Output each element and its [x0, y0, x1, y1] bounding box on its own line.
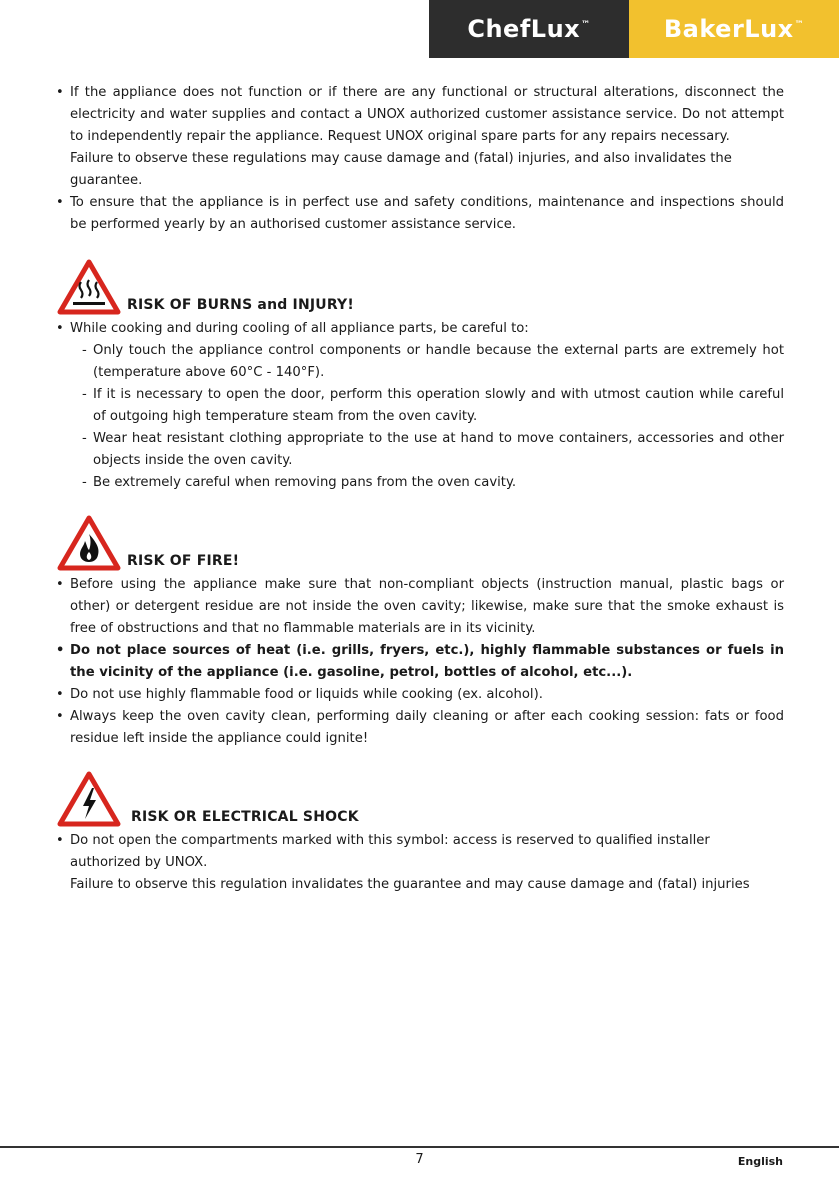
sub-item [56, 428, 784, 472]
dash-marker: - [82, 387, 87, 402]
page-number: 7 [415, 1152, 424, 1167]
list-item [56, 574, 784, 640]
footer-divider [0, 1146, 839, 1148]
paragraph: • Before using the appliance make sure that non-compliant objects (instruction manual, plastic bags or other) or detergent residue are not inside the oven cavity; likewise, make sure that the smoke exhaust is free of obstructions and that no flammable materials are in its vicinity. [70, 577, 784, 636]
language-label: English [737, 1155, 783, 1168]
list-item [56, 706, 784, 750]
fire-warning-icon [56, 514, 122, 572]
list-item [56, 318, 784, 340]
dash-marker: - [82, 475, 87, 490]
sub-item-text: Only touch the appliance control components or handle because the external parts are extremely hot (temperature above 60°C - 140°F). [93, 343, 784, 380]
burns-heading: RISK OF BURNS and INJURY! [127, 297, 354, 313]
electrical-shock-warning-icon [56, 770, 122, 828]
paragraph: Failure to observe this regulation invalidates the guarantee and may cause damage and (fatal) injuries [70, 877, 750, 892]
paragraph: Failure to observe these regulations may cause damage and (fatal) injuries, and also invalidates the guarantee. [70, 151, 732, 188]
paragraph: • While cooking and during cooling of all appliance parts, be careful to: [70, 321, 529, 336]
page-content [56, 82, 784, 896]
sub-item-text: Be extremely careful when removing pans from the oven cavity. [93, 475, 517, 490]
brand-cheflux-name: ChefLux [467, 15, 581, 43]
brand-bakerlux [629, 0, 839, 58]
sub-item-text: If it is necessary to open the door, perform this operation slowly and with utmost caution while careful of outgoing high temperature steam from the oven cavity. [93, 387, 784, 424]
list-item [56, 192, 784, 236]
shock-section-header [56, 770, 784, 830]
sub-item [56, 384, 784, 428]
list-item [56, 640, 784, 684]
dash-marker: - [82, 431, 87, 446]
paragraph: • Do not open the compartments marked with this symbol: access is reserved to qualified installer authorized by UNOX. [70, 833, 710, 870]
paragraph: • Always keep the oven cavity clean, performing daily cleaning or after each cooking session: fats or food residue left inside the appliance could ignite! [70, 709, 784, 746]
paragraph: • Do not place sources of heat (i.e. grills, fryers, etc.), highly flammable substances or fuels in the vicinity of the appliance (i.e. gasoline, petrol, bottles of alcohol, etc...). [70, 643, 784, 680]
fire-heading: RISK OF FIRE! [127, 553, 240, 569]
list-item [56, 82, 784, 192]
trademark-symbol: ™ [581, 20, 591, 30]
brand-bakerlux-name: BakerLux [663, 15, 794, 43]
brand-header [429, 0, 839, 58]
paragraph: • Do not use highly flammable food or liquids while cooking (ex. alcohol). [70, 687, 543, 702]
shock-heading: RISK OR ELECTRICAL SHOCK [131, 809, 359, 825]
hot-surface-warning-icon [56, 258, 122, 316]
paragraph: • If the appliance does not function or if there are any functional or structural alterations, disconnect the electricity and water supplies and contact a UNOX authorized customer assistance service. Do not attempt to independently repair the appliance. Request UNOX original spare parts for any repairs necessary. [70, 85, 784, 144]
sub-item [56, 340, 784, 384]
list-item [56, 830, 784, 896]
trademark-symbol: ™ [794, 20, 805, 30]
paragraph: • To ensure that the appliance is in perfect use and safety conditions, maintenance and inspections should be performed yearly by an authorised customer assistance service. [70, 195, 784, 232]
fire-section-header [56, 514, 784, 574]
sub-item-text: Wear heat resistant clothing appropriate to the use at hand to move containers, accessories and other objects inside the oven cavity. [93, 431, 784, 468]
list-item [56, 684, 784, 706]
dash-marker: - [82, 343, 87, 358]
brand-cheflux [429, 0, 629, 58]
sub-item [56, 472, 784, 494]
burns-section-header [56, 258, 784, 318]
